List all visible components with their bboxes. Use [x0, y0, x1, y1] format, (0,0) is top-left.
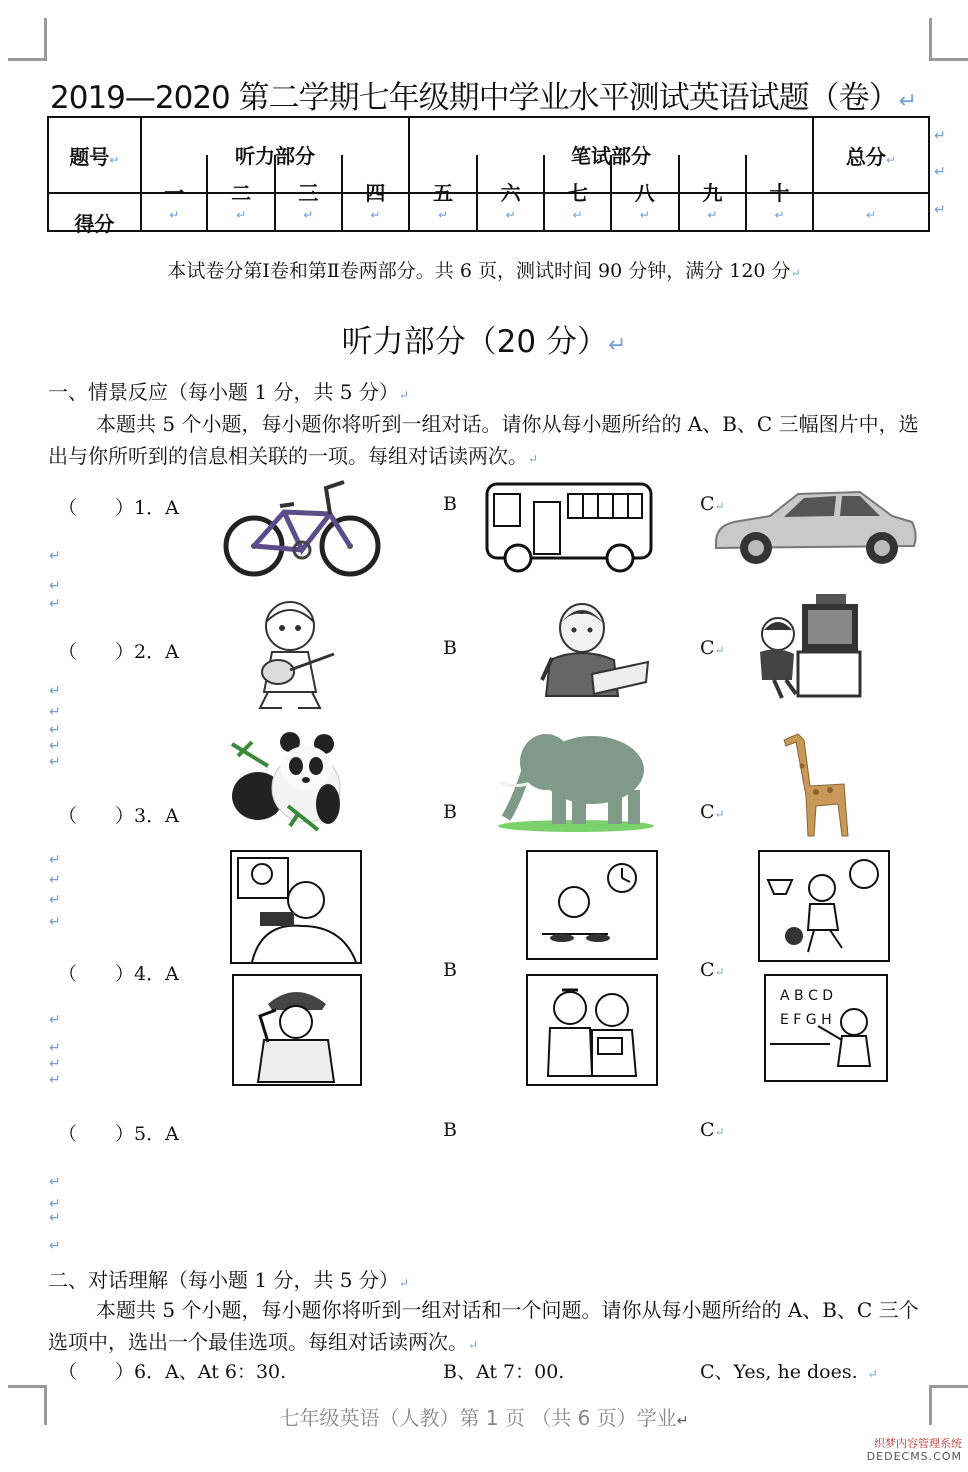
return-mark: ↵: [49, 596, 61, 612]
return-mark: ↵: [49, 722, 61, 738]
question-5-label: （ ）5．A: [58, 1123, 179, 1145]
exam-note: 本试卷分第Ⅰ卷和第Ⅱ卷两部分。共 6 页，测试时间 90 分钟，满分 120 分↵: [167, 260, 801, 282]
question-number-cell: 九: [679, 155, 747, 193]
score-entry-cell[interactable]: ↵: [679, 193, 747, 231]
return-mark: ↵: [49, 754, 61, 770]
return-mark: ↵: [49, 1238, 61, 1254]
return-mark: ↵: [49, 1012, 61, 1028]
question-4-label: （ ）4．A: [58, 963, 179, 985]
boy-basketball-image: [758, 850, 890, 962]
svg-text:E F G H: E F G H: [780, 1012, 832, 1028]
question-4-option-c: C↵: [700, 959, 725, 981]
return-mark: ↵: [49, 1174, 61, 1190]
score-entry-cell[interactable]: ↵: [409, 193, 477, 231]
crop-mark: [8, 58, 47, 61]
page-footer: 七年级英语（人教）第 1 页 （共 6 页）学业↵: [279, 1406, 689, 1430]
score-entry-cell[interactable]: ↵: [207, 193, 275, 231]
total-label-cell: 总分↵: [813, 117, 929, 193]
svg-text:A B C D: A B C D: [780, 988, 834, 1004]
return-mark: ↵: [49, 914, 61, 930]
question-3-option-c: C↵: [700, 801, 725, 823]
return-mark: ↵: [49, 852, 61, 868]
watermark: 织梦内容管理系统 DEDECMS.COM: [866, 1437, 962, 1463]
score-entry-cell[interactable]: ↵: [544, 193, 611, 231]
question-5-option-b: B: [443, 1119, 457, 1141]
crop-mark: [929, 1385, 968, 1388]
question-4-option-b: B: [443, 959, 457, 981]
question-1-option-c: C↵: [700, 493, 725, 515]
crop-mark: [44, 18, 47, 60]
question-number-cell: 三: [275, 155, 342, 193]
return-mark: ↵: [49, 872, 61, 888]
question-6-label: （ ）6．A、At 6：30.: [58, 1361, 287, 1383]
score-table: [47, 116, 930, 236]
crop-mark: [8, 1385, 47, 1388]
bicycle-image: [222, 474, 382, 580]
return-mark: ↵: [49, 704, 61, 720]
writing-label-cell: 笔试部分: [409, 117, 813, 155]
score-entry-cell[interactable]: ↵: [611, 193, 679, 231]
question-2-option-b: B: [443, 637, 457, 659]
header-label-cell: 题号↵: [48, 117, 141, 193]
crop-mark: [929, 58, 968, 61]
question-1-option-b: B: [443, 493, 457, 515]
question-number-cell: 五: [409, 155, 477, 193]
question-number-cell: 八: [611, 155, 679, 193]
girl-eating-image: [526, 850, 658, 960]
return-mark: ↵: [49, 578, 61, 594]
question-6-option-c: C、Yes, he does. ↵: [700, 1361, 878, 1383]
girl-guitar-image: [238, 596, 342, 714]
score-entry-cell[interactable]: ↵: [477, 193, 545, 231]
return-mark: ↵: [934, 164, 946, 180]
return-mark: ↵: [49, 1072, 61, 1088]
return-mark: ↵: [49, 1210, 61, 1226]
question-2-option-c: C↵: [700, 637, 725, 659]
exam-title: 2019—2020 第二学期七年级期中学业水平测试英语试题（卷）↵: [50, 80, 917, 116]
part1-heading: 一、情景反应（每小题 1 分，共 5 分）↵: [48, 380, 409, 404]
question-number-cell: 二: [207, 155, 275, 193]
score-entry-cell[interactable]: ↵: [813, 193, 929, 231]
question-number-cell: 十: [746, 155, 813, 193]
question-5-option-c: C↵: [700, 1119, 725, 1141]
car-image: [710, 486, 920, 568]
question-number-cell: 一: [141, 155, 208, 193]
return-mark: ↵: [49, 1056, 61, 1072]
score-entry-cell[interactable]: ↵: [141, 193, 208, 231]
question-3-option-b: B: [443, 801, 457, 823]
score-label-cell: 得分: [48, 193, 141, 231]
return-mark: ↵: [934, 128, 946, 144]
panda-image: [228, 726, 344, 832]
part2-heading: 二、对话理解（每小题 1 分，共 5 分）↵: [48, 1268, 409, 1292]
score-entry-cell[interactable]: ↵: [275, 193, 342, 231]
question-number-cell: 四: [342, 155, 410, 193]
return-mark: ↵: [49, 683, 61, 699]
question-1-label: （ ）1．A: [58, 497, 179, 519]
elephant-image: [496, 722, 658, 832]
question-6-option-b: B、At 7：00.: [443, 1361, 565, 1383]
return-mark: ↵: [49, 1040, 61, 1056]
boy-computer-image: [752, 590, 864, 702]
giraffe-image: [776, 726, 858, 838]
score-entry-cell[interactable]: ↵: [746, 193, 813, 231]
doctor-nurse-image: [526, 974, 658, 1086]
boy-drawing-image: [532, 596, 650, 706]
section-title: 听力部分（20 分）↵: [341, 324, 627, 360]
girl-teacher-image: [764, 974, 888, 1082]
return-mark: ↵: [934, 202, 946, 218]
question-number-cell: 七: [544, 155, 611, 193]
question-2-label: （ ）2．A: [58, 641, 179, 663]
listening-label-cell: 听力部分: [141, 117, 409, 155]
return-mark: ↵: [49, 548, 61, 564]
part2-instructions: 本题共 5 个小题，每小题你将听到一组对话和一个问题。请你从每小题所给的 A、B、C 三个选项中，选出一个最佳选项。每组对话读两次。↵: [48, 1298, 919, 1354]
bus-image: [484, 480, 656, 574]
boy-waking-image: [230, 850, 362, 964]
score-entry-cell[interactable]: ↵: [342, 193, 410, 231]
crop-mark: [929, 18, 932, 60]
question-number-cell: 六: [477, 155, 545, 193]
part1-instructions: 本题共 5 个小题，每小题你将听到一组对话。请你从每小题所给的 A、B、C 三幅图片中，选出与你所听到的信息相关联的一项。每组对话读两次。↵: [48, 412, 919, 468]
question-3-label: （ ）3．A: [58, 805, 179, 827]
return-mark: ↵: [49, 738, 61, 754]
police-officer-image: [232, 974, 362, 1086]
return-mark: ↵: [49, 1196, 61, 1212]
return-mark: ↵: [49, 892, 61, 908]
